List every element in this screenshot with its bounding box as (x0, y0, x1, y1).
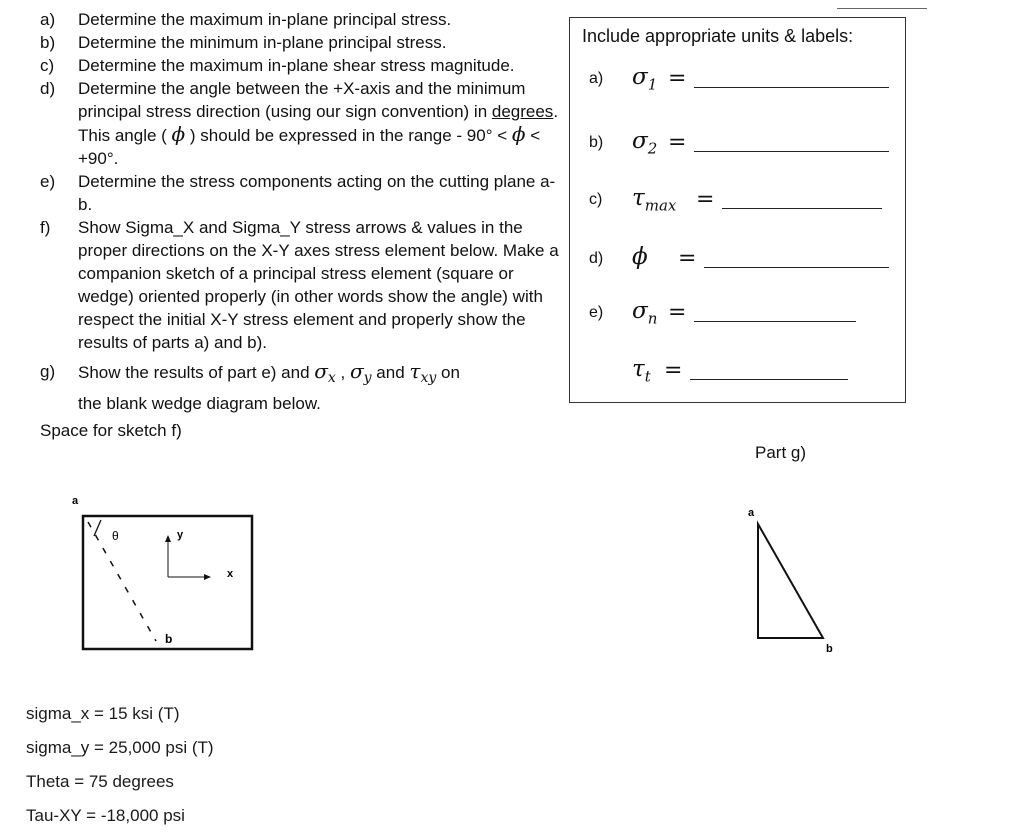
answer-blank-tt[interactable] (690, 379, 848, 380)
answer-blank-b[interactable] (694, 151, 889, 152)
question-text: Determine the stress components acting on the cutting plane a-b. (78, 172, 556, 214)
question-letter: g) (40, 362, 56, 381)
sigma-symbol: σ (349, 359, 364, 383)
equals-sign: = (668, 130, 687, 155)
separator: and (371, 363, 410, 382)
label-b: b (165, 632, 173, 646)
question-letter: a) (40, 10, 56, 29)
answer-label: e) (589, 304, 604, 321)
symbol-glyph: ϕ (632, 244, 648, 270)
answer-box-title: Include appropriate units & labels: (582, 26, 854, 46)
theta-arc (94, 520, 101, 536)
answer-blank-d[interactable] (704, 267, 889, 268)
label-a: a (72, 495, 79, 507)
wedge-triangle (758, 524, 823, 638)
blank-wedge-diagram (740, 500, 840, 660)
answer-box (569, 17, 906, 403)
answer-label: d) (589, 250, 604, 267)
question-letter: d) (40, 79, 56, 98)
tau-symbol: τ (409, 359, 421, 383)
stress-element-diagram (60, 485, 270, 660)
phi-symbol: ϕ (171, 122, 186, 146)
question-e (40, 170, 565, 216)
answer-symbol (632, 298, 657, 328)
symbol-glyph: σ (632, 298, 648, 324)
answer-blank-a[interactable] (694, 87, 889, 88)
question-a (40, 8, 565, 31)
subscript: xy (420, 370, 437, 386)
answer-blank-c[interactable] (722, 208, 882, 209)
y-axis-arrowhead (165, 535, 171, 542)
question-letter: b) (40, 33, 56, 52)
equals-sign: = (664, 358, 683, 383)
top-divider (837, 8, 927, 9)
symbol-glyph: τ (632, 185, 645, 211)
symbol-subscript: t (644, 367, 651, 386)
question-c (40, 54, 565, 77)
stress-element-square (83, 516, 252, 649)
answer-symbol (632, 128, 657, 158)
question-d-text-3: ) should be expressed in the range - 90° < (185, 126, 512, 145)
answer-blank-e[interactable] (694, 321, 856, 322)
label-x: x (227, 568, 234, 580)
sigma-symbol: σ (314, 359, 328, 383)
answer-symbol (632, 356, 651, 386)
equals-sign: = (668, 300, 687, 325)
question-f (40, 216, 565, 354)
symbol-subscript: n (647, 309, 658, 328)
answer-symbol (632, 64, 657, 94)
question-text: Determine the maximum in-plane principal stress. (78, 10, 452, 29)
question-text (78, 360, 565, 415)
question-d-text-1: Determine the angle between the +X-axis and the minimum principal stress direction (using our sign convention) in (78, 79, 526, 121)
given-values-panel (0, 690, 945, 836)
part-g-caption: Part g) (755, 443, 807, 462)
question-letter: e) (40, 172, 56, 191)
question-list (40, 8, 565, 415)
given-sigma-y: sigma_y = 25,000 psi (T) (26, 738, 214, 757)
label-y: y (177, 529, 184, 541)
phi-symbol: ϕ (511, 122, 526, 146)
answer-symbol (632, 185, 676, 215)
question-text: Determine the minimum in-plane principal stress. (78, 33, 447, 52)
question-g (40, 360, 565, 415)
answer-label: a) (589, 70, 604, 87)
question-g-text-1: Show the results of part e) and (78, 363, 315, 382)
question-letter: f) (40, 218, 51, 237)
equals-sign: = (696, 187, 715, 212)
degrees-underlined: degrees (491, 102, 554, 121)
question-text: Show Sigma_X and Sigma_Y stress arrows & values in the proper directions on the X-Y axes stress element below. Make a companion sketch of a principal stress element (square or wedge) oriented properly (in other words show the angle) with respect the initial X-Y stress element and properly show the results of parts a) and b). (78, 218, 559, 352)
equals-sign: = (678, 246, 697, 271)
answer-label: b) (589, 134, 604, 151)
question-g-text-2: on (436, 363, 460, 382)
question-text (78, 77, 565, 170)
answer-row-d (570, 244, 905, 278)
answer-row-b (570, 128, 905, 162)
given-tau-xy: Tau-XY = -18,000 psi (26, 806, 185, 825)
sketch-f-caption: Space for sketch f) (40, 421, 182, 440)
cutting-plane-line (88, 522, 156, 641)
given-sigma-x: sigma_x = 15 ksi (T) (26, 704, 180, 723)
symbol-subscript: 1 (647, 75, 658, 94)
answer-row-tt (570, 356, 905, 390)
given-theta: Theta = 75 degrees (26, 772, 174, 791)
symbol-subscript: 2 (647, 139, 658, 158)
x-axis-arrowhead (204, 574, 211, 580)
label-a: a (748, 507, 755, 519)
question-g-line-2: the blank wedge diagram below. (78, 394, 321, 413)
question-text: Determine the maximum in-plane shear stress magnitude. (78, 56, 515, 75)
symbol-subscript: max (644, 196, 677, 215)
symbol-glyph: τ (632, 356, 645, 382)
label-b: b (826, 643, 833, 655)
answer-row-a (570, 64, 905, 98)
answer-row-c (570, 185, 905, 219)
answer-symbol (632, 244, 648, 270)
subscript: x (327, 370, 336, 386)
question-d-text-4: < +90°. (78, 126, 541, 168)
question-b (40, 31, 565, 54)
question-letter: c) (40, 56, 55, 75)
question-d (40, 77, 565, 170)
symbol-glyph: σ (632, 64, 648, 90)
subscript: y (363, 370, 372, 386)
label-theta: θ (112, 529, 119, 543)
question-d-text-2: . This angle ( (78, 102, 559, 145)
equals-sign: = (668, 66, 687, 91)
answer-label: c) (589, 191, 603, 208)
separator: , (335, 363, 350, 382)
symbol-glyph: σ (632, 128, 648, 154)
answer-row-e (570, 298, 905, 332)
